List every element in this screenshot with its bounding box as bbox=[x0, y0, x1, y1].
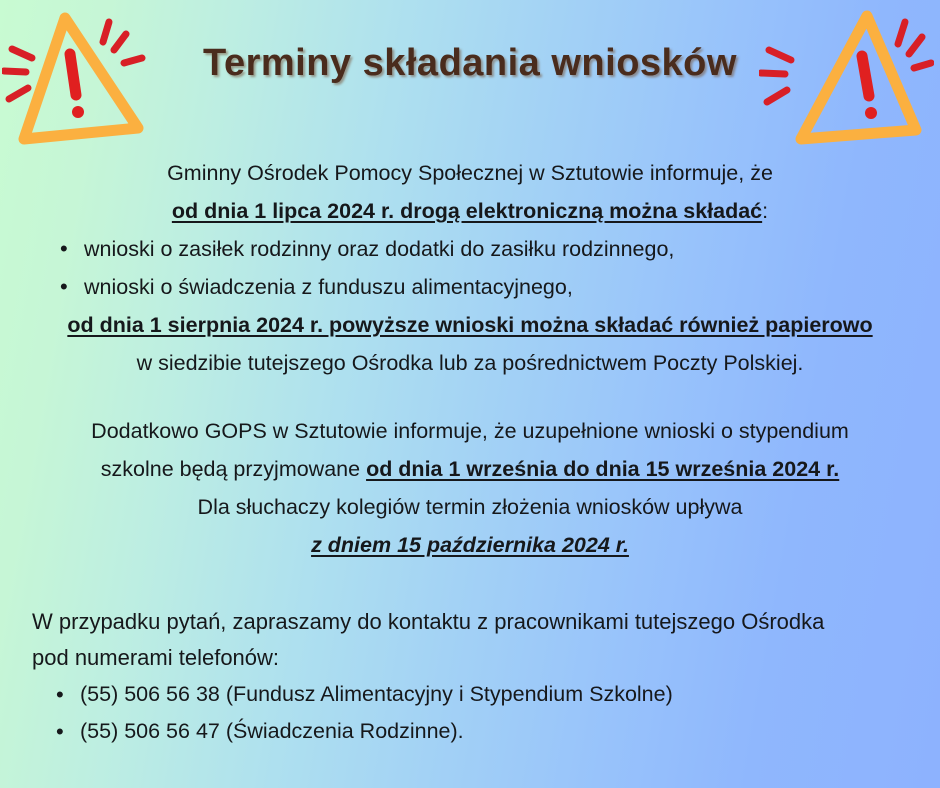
poster-body bbox=[0, 154, 940, 750]
benefits-list bbox=[22, 230, 918, 306]
section-divider-gap bbox=[22, 382, 918, 412]
benefits-paper-line bbox=[22, 306, 918, 344]
contact-line-2: pod numerami telefonów: bbox=[32, 645, 280, 670]
scholarship-deadline-emphasis: z dniem 15 października 2024 r. bbox=[311, 533, 629, 557]
scholarship-dates-emphasis: od dnia 1 września do dnia 15 września 2024 r. bbox=[366, 457, 840, 481]
section-benefits bbox=[22, 154, 918, 382]
scholarship-line-4 bbox=[22, 526, 918, 564]
benefits-electronic-colon: : bbox=[762, 199, 769, 223]
scholarship-line-3: Dla słuchaczy kolegiów termin złożenia wniosków upływa bbox=[197, 495, 743, 519]
benefits-paper-note: w siedzibie tutejszego Ośrodka lub za pośrednictwem Poczty Polskiej. bbox=[136, 351, 804, 375]
benefits-paper-emphasis: od dnia 1 sierpnia 2024 r. powyższe wnioski można składać również papierowo bbox=[67, 313, 873, 337]
scholarship-line-2-prefix: szkolne będą przyjmowane bbox=[100, 457, 367, 481]
scholarship-line-1: Dodatkowo GOPS w Sztutowie informuje, że uzupełnione wnioski o stypendium bbox=[91, 419, 849, 443]
list-item: • wnioski o świadczenia z funduszu alimentacyjnego, bbox=[22, 268, 918, 306]
contact-divider-gap bbox=[22, 564, 918, 594]
benefits-electronic-emphasis: od dnia 1 lipca 2024 r. drogą elektroniczną można składać bbox=[171, 199, 763, 223]
benefits-electronic-line bbox=[22, 192, 918, 230]
contact-divider-gap-small bbox=[22, 594, 918, 604]
benefits-intro-line: Gminny Ośrodek Pomocy Społecznej w Sztutowie informuje, że bbox=[167, 161, 773, 185]
contact-line-1: W przypadku pytań, zapraszamy do kontaktu z pracownikami tutejszego Ośrodka bbox=[32, 609, 825, 634]
list-item: • (55) 506 56 38 (Fundusz Alimentacyjny i Stypendium Szkolne) bbox=[22, 676, 918, 713]
list-item: • (55) 506 56 47 (Świadczenia Rodzinne). bbox=[22, 713, 918, 750]
poster-header bbox=[0, 0, 940, 152]
section-contact bbox=[22, 604, 918, 750]
page-title: Terminy składania wniosków bbox=[203, 42, 737, 84]
list-item: • wnioski o zasiłek rodzinny oraz dodatki do zasiłku rodzinnego, bbox=[22, 230, 918, 268]
scholarship-line-2 bbox=[22, 450, 918, 488]
contact-phone-list bbox=[22, 676, 918, 750]
section-scholarship bbox=[22, 412, 918, 564]
